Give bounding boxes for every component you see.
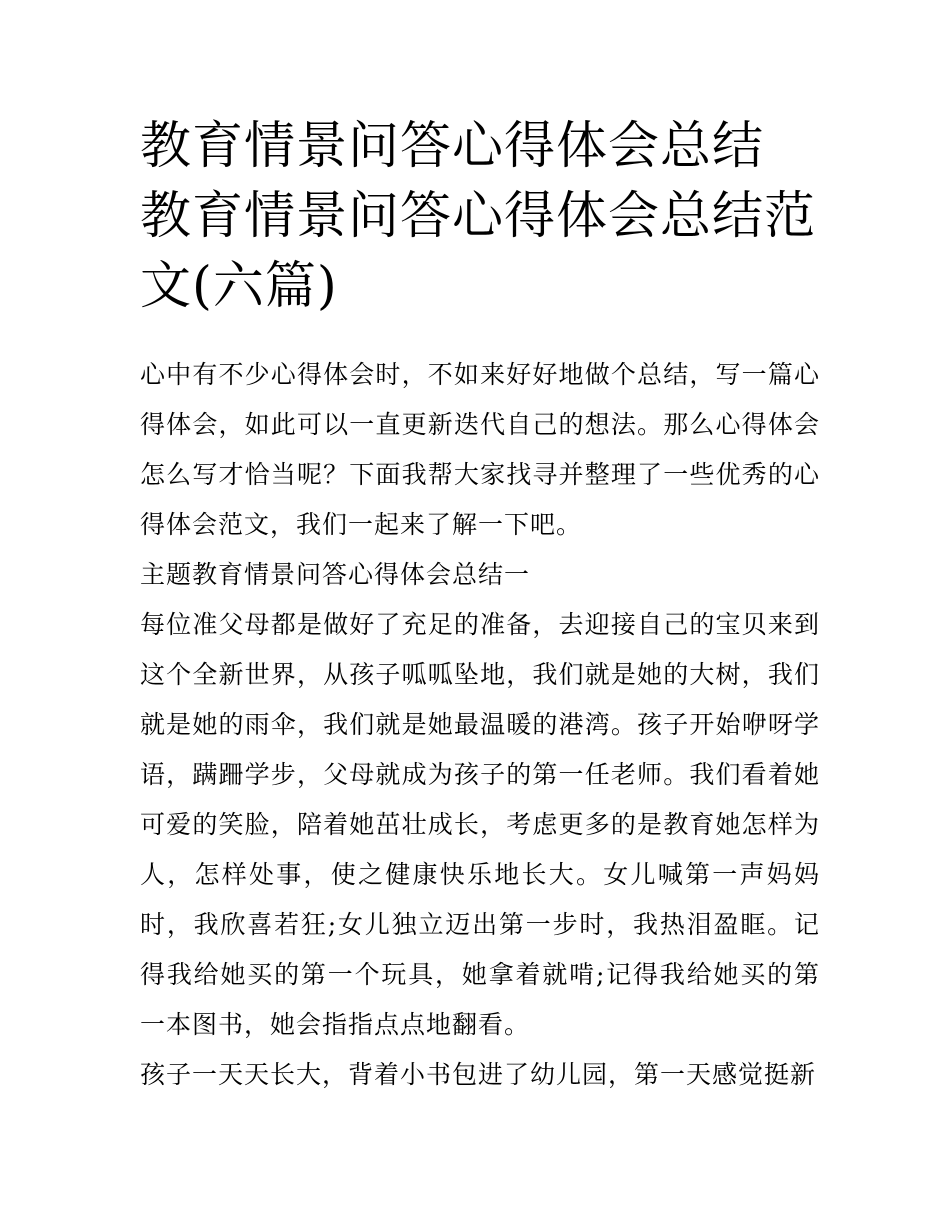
body-paragraph-2: 孩子一天天长大，背着小书包进了幼儿园，第一天感觉挺新 [140, 1060, 817, 1089]
document-page [140, 112, 820, 1100]
section-heading: 主题教育情景问答心得体会总结一 [140, 560, 531, 589]
intro-paragraph: 心中有不少心得体会时，不如来好好地做个总结，写一篇心得体会，如此可以一直更新迭代自己的想法。那么心得体会怎么写才恰当呢？下面我帮大家找寻并整理了一些优秀的心得体会范文，我们一起来了解一下吧。 [140, 360, 820, 539]
document-title: 教育情景问答心得体会总结 教育情景问答心得体会总结范文(六篇) [140, 117, 817, 316]
body-paragraph-1: 每位准父母都是做好了充足的准备，去迎接自己的宝贝来到这个全新世界，从孩子呱呱坠地，我们就是她的大树，我们就是她的雨伞，我们就是她最温暖的港湾。孩子开始咿呀学语，蹒跚学步，父母就成为孩子的第一任老师。我们看着她可爱的笑脸，陪着她茁壮成长，考虑更多的是教育她怎样为人，怎样处事，使之健康快乐地长大。女儿喊第一声妈妈时，我欣喜若狂;女儿独立迈出第一步时，我热泪盈眶。记得我给她买的第一个玩具，她拿着就啃;记得我给她买的第一本图书，她会指指点点地翻看。 [140, 610, 820, 1039]
